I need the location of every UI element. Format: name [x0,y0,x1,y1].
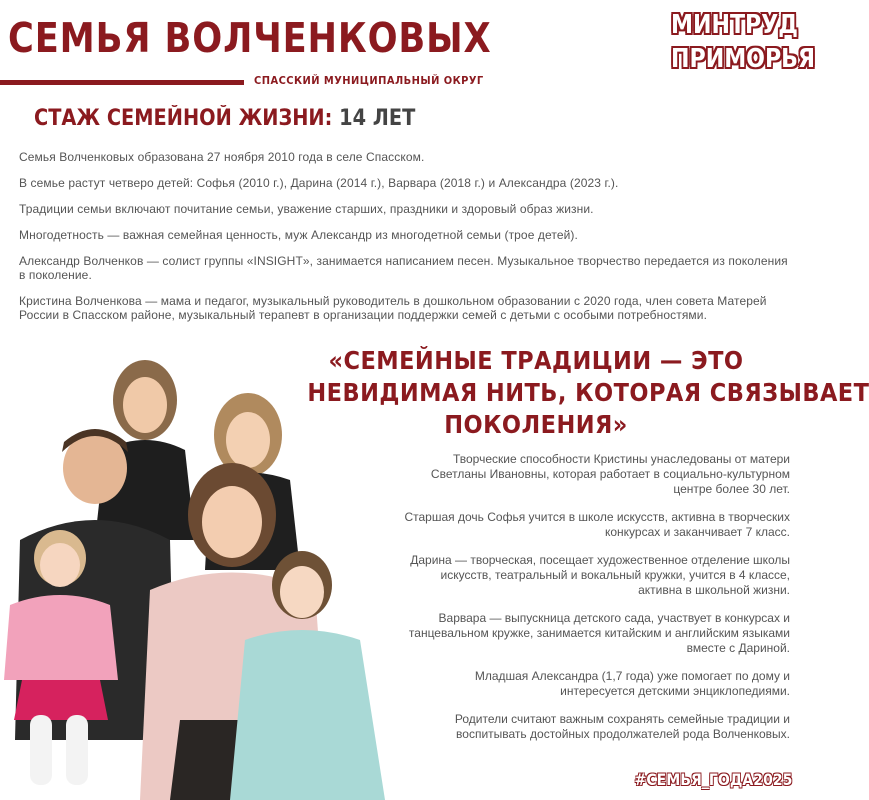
detail-paragraph: Родители считают важным сохранять семейные традиции и воспитывать достойных продолжателей рода Волченковых. [454,712,790,741]
family-details [400,452,790,755]
family-experience [34,106,415,131]
experience-label: СТАЖ СЕМЕЙНОЙ ЖИЗНИ: [34,106,333,131]
page-title: СЕМЬЯ ВОЛЧЕНКОВЫХ [8,14,492,62]
paragraph: Александр Волченков — солист группы «INSIGHT», занимается написанием песен. Музыкальное творчество передается из поколения в поколение. [19,254,788,282]
paragraph: Многодетность — важная семейная ценность, муж Александр из многодетной семьи (трое детей). [19,228,578,242]
paragraph: Традиции семьи включают почитание семьи, уважение старших, праздники и здоровый образ жизни. [19,202,594,216]
paragraph: В семье растут четверо детей: Софья (2010 г.), Дарина (2014 г.), Варвара (2018 г.) и Александра (2023 г.). [19,176,619,190]
hashtag: #СЕМЬЯ_ГОДА2025 [634,770,792,789]
region-subtitle: СПАССКИЙ МУНИЦИПАЛЬНЫЙ ОКРУГ [254,74,484,87]
experience-value: 14 ЛЕТ [339,106,416,131]
brand-line-2: ПРИМОРЬЯ [671,44,816,74]
quote-line-2: НЕВИДИМАЯ НИТЬ, КОТОРАЯ СВЯЗЫВАЕТ [307,378,869,407]
brand-line-1: МИНТРУД [671,10,798,40]
detail-paragraph: Варвара — выпускница детского сада, участвует в конкурсах и танцевальном кружке, занимается китайским и английским языками вместе с Дариной. [408,611,790,655]
paragraph: Семья Волченковых образована 27 ноября 2010 года в селе Спасском. [19,150,425,164]
detail-paragraph: Творческие способности Кристины унаследованы от матери Светланы Ивановны, которая работает в социально-культурном центре более 30 лет. [430,452,790,496]
detail-paragraph: Старшая дочь Софья учится в школе искусств, активна в творческих конкурсах и заканчивает 7 класс. [404,510,790,539]
ministry-logo [671,8,816,84]
quote-line-3: ПОКОЛЕНИЯ» [444,410,628,439]
detail-paragraph: Дарина — творческая, посещает художественное отделение школы искусств, театральный и вокальный кружки, учится в 4 классе, активна в школьной жизни. [410,553,790,597]
detail-paragraph: Младшая Александра (1,7 года) уже помогает по дому и интересуется детскими энциклопедиями. [474,669,790,698]
quote-line-1: «СЕМЕЙНЫЕ ТРАДИЦИИ — ЭТО [328,346,744,375]
paragraph: Кристина Волченкова — мама и педагог, музыкальный руководитель в дошкольном образовании с 2020 года, член совета Матерей России в Спасском районе, музыкальный терапевт в организации поддержки семей с детьми с особыми потребностями. [19,294,767,322]
intro-paragraphs [19,150,789,334]
title-underline [0,80,244,85]
family-quote [307,345,869,441]
